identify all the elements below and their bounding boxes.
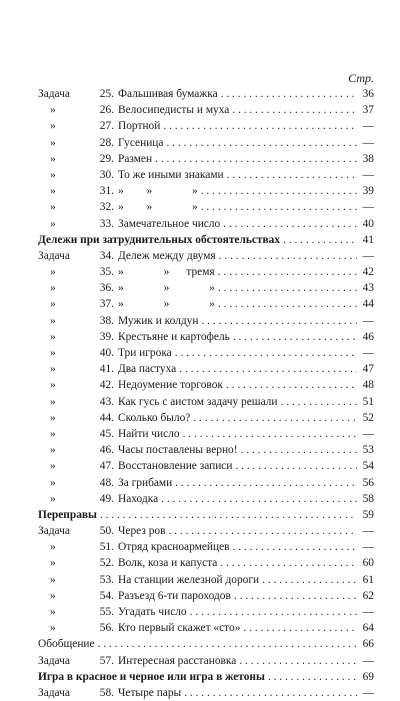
dot-leader bbox=[163, 118, 357, 134]
toc-entry-title: Два пастуха bbox=[118, 363, 177, 376]
dot-leader bbox=[226, 377, 357, 393]
toc-entry-page: 37 bbox=[362, 104, 374, 117]
toc-entry bbox=[38, 669, 374, 685]
dot-leader bbox=[98, 636, 357, 652]
toc-entry-page: 42 bbox=[362, 266, 374, 279]
toc-entry-title: Отряд красноармейцев bbox=[118, 541, 230, 554]
toc-entry-title: Находка bbox=[118, 492, 159, 505]
toc-entry bbox=[38, 636, 374, 652]
toc-entry-prefix: » bbox=[50, 282, 56, 295]
toc-entry-number: 55. bbox=[99, 606, 114, 618]
toc-entry bbox=[38, 507, 374, 523]
toc-entry-prefix: » bbox=[50, 541, 56, 554]
toc-entry bbox=[38, 539, 374, 555]
dot-leader bbox=[281, 394, 357, 410]
toc-entry-page: 64 bbox=[362, 622, 374, 635]
toc-entry bbox=[38, 86, 374, 102]
toc-entry-prefix: » bbox=[50, 266, 56, 279]
toc-entry-number: 40. bbox=[99, 347, 114, 359]
toc-entry-number: 47. bbox=[99, 460, 114, 473]
toc-entry-page: — bbox=[362, 201, 374, 214]
toc-entry-number: 30. bbox=[99, 168, 114, 181]
toc-entry-page: 61 bbox=[362, 573, 374, 586]
dot-leader bbox=[190, 604, 357, 620]
toc-entry-title: Разъезд 6-ти пароходов bbox=[118, 589, 231, 602]
toc-entry-title: Через ров bbox=[118, 525, 166, 538]
toc-entry bbox=[38, 167, 374, 183]
toc-entry-page: 69 bbox=[362, 670, 374, 683]
toc-entry-prefix: » bbox=[50, 314, 56, 327]
dot-leader bbox=[184, 685, 357, 701]
toc-entry-page: — bbox=[362, 606, 374, 618]
toc-entry bbox=[38, 296, 374, 312]
dot-leader bbox=[227, 167, 357, 183]
toc-entry bbox=[38, 555, 374, 571]
toc-entry bbox=[38, 216, 374, 232]
toc-entry-page: 51 bbox=[362, 395, 374, 408]
toc-entry-title: Недоумение торговок bbox=[118, 379, 223, 392]
toc-entry bbox=[38, 491, 374, 507]
toc-entry bbox=[38, 199, 374, 215]
toc-entry-prefix: » bbox=[50, 492, 56, 505]
toc-entry-number: 45. bbox=[99, 427, 114, 440]
toc-entry-number: 53. bbox=[99, 573, 114, 586]
toc-entry-number: 26. bbox=[99, 104, 114, 117]
toc-entry bbox=[38, 410, 374, 426]
toc-entry bbox=[38, 653, 374, 669]
toc-entry-prefix: Задача bbox=[38, 525, 70, 538]
toc-entry-number: 39. bbox=[99, 330, 114, 343]
toc-entry bbox=[38, 135, 374, 151]
toc-entry-prefix: » bbox=[50, 217, 56, 230]
toc-entry-page: 54 bbox=[362, 460, 374, 473]
toc-entry-page: 36 bbox=[362, 88, 374, 100]
dot-leader bbox=[193, 410, 357, 426]
toc-entry-prefix: » bbox=[50, 185, 56, 198]
toc-entry-number: 34. bbox=[99, 249, 114, 262]
toc-entry-title: Как гусь с аистом задачу решали bbox=[118, 395, 278, 408]
toc-entry-page: 46 bbox=[362, 330, 374, 343]
toc-entry-page: 59 bbox=[362, 508, 374, 521]
toc-entry-page: — bbox=[362, 120, 374, 133]
toc-entry-number: 27. bbox=[99, 120, 114, 133]
dot-leader bbox=[241, 442, 357, 458]
dot-leader bbox=[201, 313, 357, 329]
dot-leader bbox=[235, 458, 357, 474]
toc-entry-title: » » » bbox=[118, 185, 198, 198]
toc-entry bbox=[38, 248, 374, 264]
table-of-contents bbox=[38, 86, 374, 701]
toc-entry-number: 43. bbox=[99, 395, 114, 408]
toc-entry bbox=[38, 264, 374, 280]
toc-entry-title: Дележ между двумя bbox=[118, 249, 216, 262]
toc-entry-title: » » » bbox=[118, 298, 215, 311]
toc-entry bbox=[38, 280, 374, 296]
toc-entry-prefix: » bbox=[50, 606, 56, 618]
toc-entry-title: Найти число bbox=[118, 427, 180, 440]
toc-entry-title: Гусеница bbox=[118, 136, 164, 149]
toc-entry bbox=[38, 588, 374, 604]
toc-entry-prefix: » bbox=[50, 363, 56, 376]
toc-entry-title: Обобщение bbox=[38, 638, 95, 651]
toc-entry-number: 32. bbox=[99, 201, 114, 214]
dot-leader bbox=[100, 507, 357, 523]
toc-entry bbox=[38, 345, 374, 361]
dot-leader bbox=[223, 216, 357, 232]
toc-entry-number: 52. bbox=[99, 557, 114, 570]
dot-leader bbox=[175, 345, 357, 361]
toc-entry-number: 35. bbox=[99, 266, 114, 279]
toc-entry-number: 31. bbox=[99, 185, 114, 198]
toc-entry-prefix: » bbox=[50, 120, 56, 133]
toc-entry-number: 28. bbox=[99, 136, 114, 149]
toc-entry-prefix: » bbox=[50, 152, 56, 165]
toc-entry-prefix: » bbox=[50, 589, 56, 602]
toc-entry-prefix: Задача bbox=[38, 88, 70, 100]
toc-entry bbox=[38, 377, 374, 393]
toc-entry-page: 40 bbox=[362, 217, 374, 230]
section-title: Переправы bbox=[38, 508, 97, 521]
dot-leader bbox=[243, 620, 357, 636]
toc-entry-page: — bbox=[362, 686, 374, 699]
toc-entry-prefix: » bbox=[50, 411, 56, 424]
dot-leader bbox=[166, 135, 357, 151]
dot-leader bbox=[262, 572, 357, 588]
toc-entry-page: 48 bbox=[362, 379, 374, 392]
toc-entry-page: 52 bbox=[362, 411, 374, 424]
toc-entry bbox=[38, 620, 374, 636]
toc-entry-number: 57. bbox=[99, 654, 114, 667]
dot-leader bbox=[233, 539, 357, 555]
dot-leader bbox=[183, 426, 357, 442]
toc-entry-prefix: » bbox=[50, 395, 56, 408]
toc-entry-prefix: » bbox=[50, 298, 56, 311]
toc-entry-prefix: » bbox=[50, 622, 56, 635]
toc-entry-prefix: » bbox=[50, 573, 56, 586]
section-title: Дележи при затруднительных обстоятельствах bbox=[38, 233, 281, 246]
toc-entry-number: 29. bbox=[99, 152, 114, 165]
toc-entry-number: 58. bbox=[99, 686, 114, 699]
toc-entry-prefix: » bbox=[50, 444, 56, 457]
dot-leader bbox=[175, 475, 357, 491]
toc-entry-title: Портной bbox=[118, 120, 161, 133]
toc-entry-prefix: » bbox=[50, 168, 56, 181]
toc-entry-prefix: » bbox=[50, 557, 56, 570]
toc-entry-page: 47 bbox=[362, 363, 374, 376]
dot-leader bbox=[155, 151, 357, 167]
toc-entry-number: 38. bbox=[99, 314, 114, 327]
toc-entry-number: 49. bbox=[99, 492, 114, 505]
toc-entry-title: Угадать число bbox=[118, 606, 187, 618]
dot-leader bbox=[221, 86, 357, 102]
toc-entry-prefix: » bbox=[50, 347, 56, 359]
toc-entry-title: Размен bbox=[118, 152, 153, 165]
toc-entry-number: 54. bbox=[99, 589, 114, 602]
dot-leader bbox=[218, 264, 357, 280]
toc-entry-page: 58 bbox=[362, 492, 374, 505]
toc-entry-prefix: Задача bbox=[38, 686, 70, 699]
toc-entry bbox=[38, 232, 374, 248]
toc-entry-title: Интересная расстановка bbox=[118, 654, 237, 667]
toc-entry-page: 39 bbox=[362, 185, 374, 198]
toc-entry bbox=[38, 102, 374, 118]
toc-entry bbox=[38, 523, 374, 539]
dot-leader bbox=[161, 491, 357, 507]
toc-entry-prefix: » bbox=[50, 427, 56, 440]
dot-leader bbox=[239, 653, 357, 669]
toc-entry bbox=[38, 394, 374, 410]
dot-leader bbox=[218, 296, 357, 312]
toc-entry-number: 46. bbox=[99, 444, 114, 457]
dot-leader bbox=[234, 588, 357, 604]
toc-entry bbox=[38, 313, 374, 329]
toc-entry bbox=[38, 151, 374, 167]
toc-entry-prefix: » bbox=[50, 201, 56, 214]
toc-entry-prefix: » bbox=[50, 379, 56, 392]
toc-entry-prefix: Задача bbox=[38, 249, 70, 262]
toc-entry-title: Кто первый скажет «сто» bbox=[118, 622, 241, 635]
section-title: Игра в красное и черное или игра в жетоны bbox=[38, 670, 265, 683]
toc-entry-number: 48. bbox=[99, 476, 114, 489]
toc-entry-page: — bbox=[362, 136, 374, 149]
toc-entry-number: 56. bbox=[99, 622, 114, 635]
toc-entry bbox=[38, 458, 374, 474]
page-column-header: Стр. bbox=[348, 71, 374, 85]
toc-entry-number: 33. bbox=[99, 217, 114, 230]
toc-entry-title: То же иными знаками bbox=[118, 168, 224, 181]
toc-entry-title: Три игрока bbox=[118, 347, 172, 359]
toc-entry-page: — bbox=[362, 347, 374, 359]
toc-entry-page: 53 bbox=[362, 444, 374, 457]
toc-entry bbox=[38, 475, 374, 491]
toc-entry bbox=[38, 572, 374, 588]
toc-entry bbox=[38, 442, 374, 458]
toc-entry-title: Волк, коза и капуста bbox=[118, 557, 218, 570]
dot-leader bbox=[220, 555, 357, 571]
toc-entry bbox=[38, 118, 374, 134]
toc-entry-page: 66 bbox=[362, 638, 374, 651]
toc-entry-page: — bbox=[362, 654, 374, 667]
dot-leader bbox=[201, 183, 357, 199]
toc-entry-page: 41 bbox=[362, 233, 374, 246]
toc-entry-page: — bbox=[362, 249, 374, 262]
toc-entry bbox=[38, 426, 374, 442]
toc-entry-title: За грибами bbox=[118, 476, 173, 489]
dot-leader bbox=[283, 232, 357, 248]
dot-leader bbox=[218, 280, 357, 296]
toc-entry-title: Фальшивая бумажка bbox=[118, 88, 218, 100]
toc-entry bbox=[38, 604, 374, 620]
toc-entry-prefix: Задача bbox=[38, 654, 70, 667]
toc-entry-page: 56 bbox=[362, 476, 374, 489]
toc-entry-page: 38 bbox=[362, 152, 374, 165]
toc-entry-page: — bbox=[362, 168, 374, 181]
toc-entry-prefix: » bbox=[50, 476, 56, 489]
toc-entry-number: 41. bbox=[99, 363, 114, 376]
toc-entry-page: 43 bbox=[362, 282, 374, 295]
toc-entry-title: Восстановление записи bbox=[118, 460, 233, 473]
toc-entry-page: — bbox=[362, 314, 374, 327]
toc-entry-page: 44 bbox=[362, 298, 374, 311]
toc-entry-title: Четыре пары bbox=[118, 686, 182, 699]
toc-entry-title: » » » bbox=[118, 282, 215, 295]
toc-entry bbox=[38, 183, 374, 199]
toc-entry-title: » » тремя bbox=[118, 266, 215, 279]
dot-leader bbox=[268, 669, 357, 685]
toc-entry-prefix: » bbox=[50, 330, 56, 343]
toc-entry bbox=[38, 685, 374, 701]
toc-entry-number: 44. bbox=[99, 411, 114, 424]
toc-entry-number: 36. bbox=[99, 282, 114, 295]
dot-leader bbox=[179, 361, 357, 377]
toc-entry-title: » » » bbox=[118, 201, 198, 214]
toc-entry-title: Часы поставлены верно! bbox=[118, 444, 238, 457]
dot-leader bbox=[233, 329, 357, 345]
toc-entry-page: 60 bbox=[362, 557, 374, 570]
toc-entry bbox=[38, 329, 374, 345]
toc-entry-page: — bbox=[362, 525, 374, 538]
toc-entry-number: 25. bbox=[99, 88, 114, 100]
toc-entry-title: Сколько было? bbox=[118, 411, 191, 424]
toc-entry-number: 50. bbox=[99, 525, 114, 538]
toc-entry-prefix: » bbox=[50, 104, 56, 117]
toc-entry-title: Велосипедисты и муха bbox=[118, 104, 230, 117]
toc-entry-number: 37. bbox=[99, 298, 114, 311]
toc-entry-number: 51. bbox=[99, 541, 114, 554]
dot-leader bbox=[201, 199, 357, 215]
toc-entry-title: Мужик и колдун bbox=[118, 314, 199, 327]
toc-entry-page: — bbox=[362, 427, 374, 440]
toc-entry-number: 42. bbox=[99, 379, 114, 392]
toc-entry-title: На станции железной дороги bbox=[118, 573, 260, 586]
dot-leader bbox=[168, 523, 357, 539]
toc-entry-title: Крестьяне и картофель bbox=[118, 330, 230, 343]
toc-entry-prefix: » bbox=[50, 460, 56, 473]
toc-entry-title: Замечательное число bbox=[118, 217, 221, 230]
toc-entry-page: — bbox=[362, 541, 374, 554]
dot-leader bbox=[219, 248, 357, 264]
toc-entry-prefix: » bbox=[50, 136, 56, 149]
dot-leader bbox=[232, 102, 357, 118]
toc-entry bbox=[38, 361, 374, 377]
toc-entry-page: 62 bbox=[362, 589, 374, 602]
